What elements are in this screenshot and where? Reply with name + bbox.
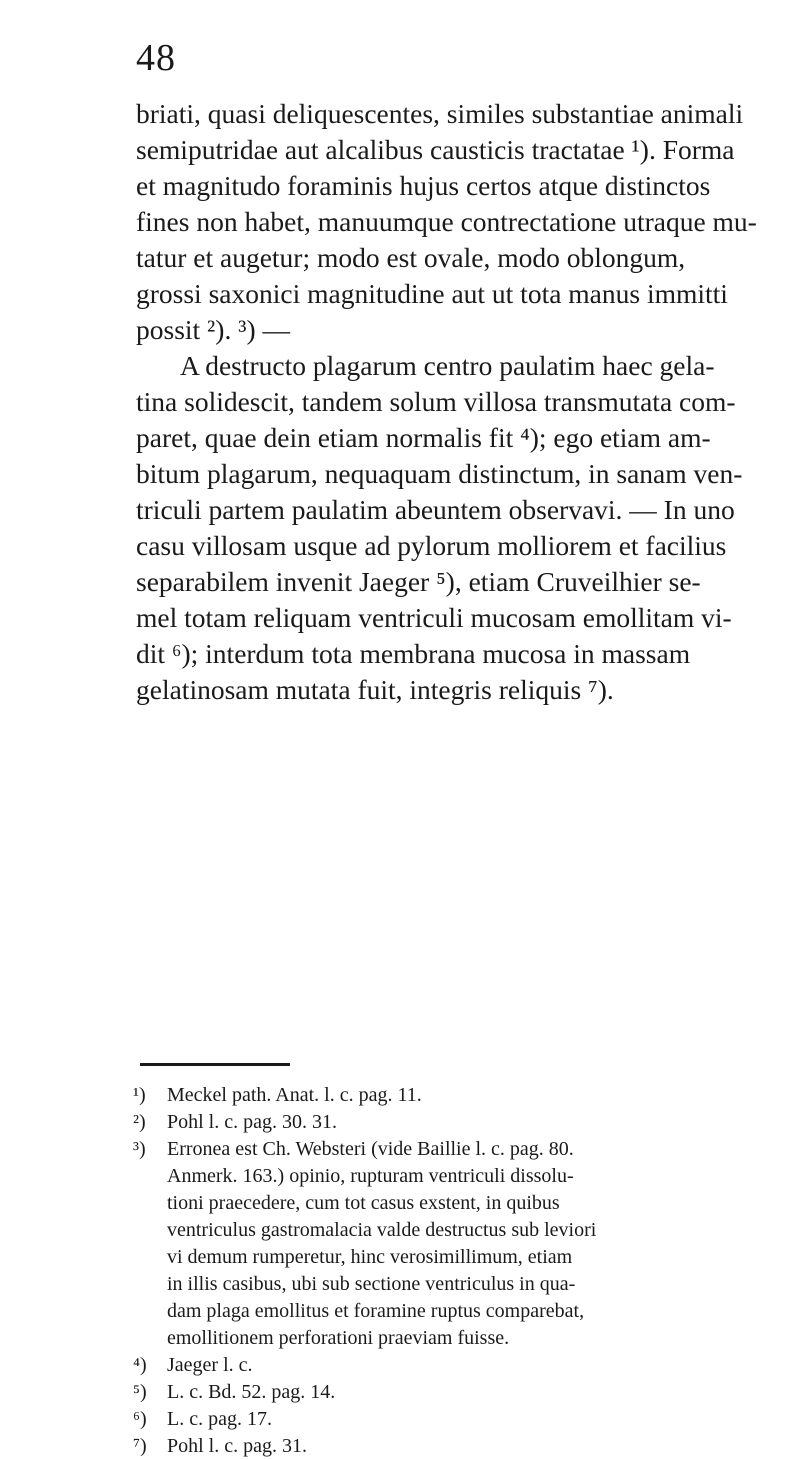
footnote-3-line: dam plaga emollitus et foramine ruptus comparebat, [167,1300,585,1322]
footnote-marker: ⁷) [133,1435,147,1457]
text-line: triculi partem paulatim abeuntem observavi. — In uno [136,494,735,525]
footnote-3-line: ventriculus gastromalacia valde destructus sub leviori [167,1219,597,1241]
footnote-6 [133,1406,783,1433]
footnote-text: Meckel path. Anat. l. c. pag. 11. [167,1084,422,1106]
footnote-3-line: emollitionem perforationi praeviam fuisse. [167,1327,510,1349]
footnote-3-line: in illis casibus, ubi sub sectione ventriculus in qua- [167,1273,576,1295]
footnote-4 [133,1352,783,1379]
footnote-text: L. c. Bd. 52. pag. 14. [167,1381,336,1403]
footnote-3-line: tioni praecedere, cum tot casus exstent, in quibus [167,1192,560,1214]
footnote-text: L. c. pag. 17. [167,1408,272,1430]
footnote-1 [133,1082,783,1109]
footnote-5 [133,1379,783,1406]
text-line: tatur et augetur; modo est ovale, modo oblongum, [136,242,686,273]
footnote-7 [133,1433,783,1460]
footnotes [133,1082,783,1460]
page-number: 48 [136,37,176,79]
text-line: gelatinosam mutata fuit, integris reliquis ⁷). [136,674,614,705]
text-line: dit ⁶); interdum tota membrana mucosa in massam [136,638,691,669]
text-line: tina solidescit, tandem solum villosa transmutata com- [136,386,736,417]
footnote-2 [133,1109,783,1136]
footnote-3 [133,1136,783,1163]
text-line: possit ²). ³) — [136,314,290,345]
text-line: mel totam reliquam ventriculi mucosam emollitam vi- [136,602,732,633]
footnote-marker: ³) [133,1138,146,1160]
footnote-text: Erronea est Ch. Websteri (vide Baillie l. c. pag. 80. [167,1138,574,1160]
text-line: bitum plagarum, nequaquam distinctum, in sanam ven- [136,458,743,489]
footnote-text: Pohl l. c. pag. 30. 31. [167,1111,337,1133]
text-line: separabilem invenit Jaeger ⁵), etiam Cruveilhier se- [136,566,701,597]
footnote-3-line: Anmerk. 163.) opinio, rupturam ventriculi dissolu- [167,1165,574,1187]
text-line: A destructo plagarum centro paulatim haec gela- [180,350,715,381]
text-line: et magnitudo foraminis hujus certos atque distinctos [136,170,711,201]
footnote-separator [140,1063,290,1066]
body-paragraph [136,96,776,708]
footnote-marker: ⁵) [133,1381,147,1403]
text-line: paret, quae dein etiam normalis fit ⁴); ego etiam am- [136,422,711,453]
footnote-3-line: vi demum rumperetur, hinc verosimillimum, etiam [167,1246,573,1268]
footnote-text: Pohl l. c. pag. 31. [167,1435,307,1457]
footnote-marker: ¹) [133,1084,146,1106]
text-line: casu villosam usque ad pylorum molliorem et facilius [136,530,727,561]
text-line: semiputridae aut alcalibus causticis tractatae ¹). Forma [136,134,735,165]
footnote-marker: ²) [133,1111,146,1133]
text-line: fines non habet, manuumque contrectatione utraque mu- [136,206,757,237]
footnote-marker: ⁴) [133,1354,147,1376]
text-line: grossi saxonici magnitudine aut ut tota manus immitti [136,278,728,309]
footnote-text: Jaeger l. c. [167,1354,253,1376]
footnote-marker: ⁶) [133,1408,147,1430]
text-line: briati, quasi deliquescentes, similes substantiae animali [136,98,744,129]
